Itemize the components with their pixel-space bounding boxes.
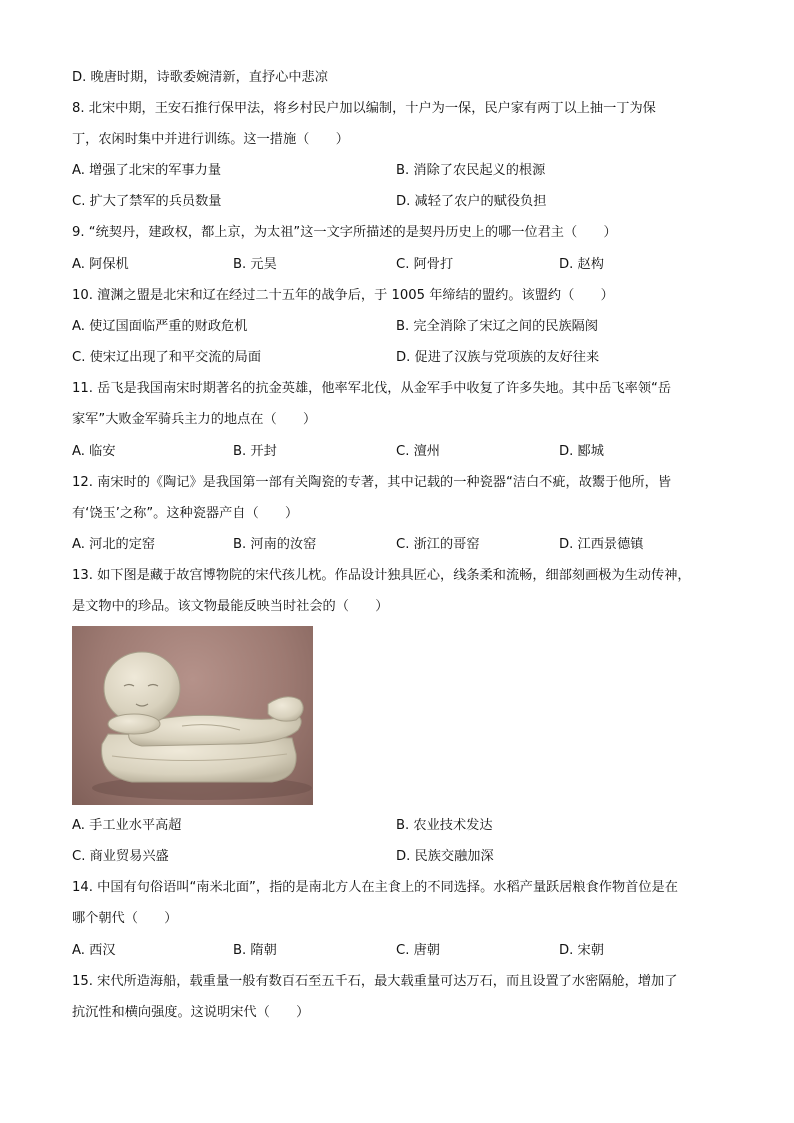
q11-stem-line1: 11. 岳飞是我国南宋时期著名的抗金英雄，他率军北伐，从金军手中收复了许多失地。其中岳飞率领“岳 (72, 381, 672, 396)
q13-option-b: B. 农业技术发达 (396, 818, 493, 833)
child-pillow-illustration (72, 626, 313, 805)
q12-option-b: B. 河南的汝窑 (233, 537, 317, 552)
q10-option-d: D. 促进了汉族与党项族的友好往来 (396, 350, 600, 365)
q15-stem-line2: 抗沉性和横向强度。这说明宋代（ ） (72, 1005, 310, 1020)
q11-option-c: C. 澶州 (396, 444, 440, 459)
q12-stem-line2: 有‘饶玉’之称”。这种瓷器产自（ ） (72, 506, 299, 521)
q8-option-b: B. 消除了农民起义的根源 (396, 163, 546, 178)
q14-option-a: A. 西汉 (72, 943, 116, 958)
q11-option-a: A. 临安 (72, 444, 116, 459)
q14-option-d: D. 宋朝 (559, 943, 604, 958)
q12-option-a: A. 河北的定窑 (72, 537, 156, 552)
child-pillow-photo (72, 626, 313, 805)
q12-stem-line1: 12. 南宋时的《陶记》是我国第一部有关陶瓷的专著，其中记载的一种瓷器“洁白不疵，故鬻于他所，皆 (72, 475, 672, 490)
q9-stem: 9. “统契丹，建政权，都上京，为太祖”这一文字所描述的是契丹历史上的哪一位君主（ ） (72, 225, 617, 240)
q14-stem-line2: 哪个朝代（ ） (72, 911, 178, 926)
q10-option-c: C. 使宋辽出现了和平交流的局面 (72, 350, 262, 365)
q14-stem-line1: 14. 中国有句俗语叫“南米北面”，指的是南北方人在主食上的不同选择。水稻产量跃居粮食作物首位是在 (72, 880, 678, 895)
q13-option-d: D. 民族交融加深 (396, 849, 494, 864)
q11-option-d: D. 郾城 (559, 444, 604, 459)
q11-option-b: B. 开封 (233, 444, 277, 459)
q8-option-d: D. 减轻了农户的赋役负担 (396, 194, 547, 209)
q9-option-a: A. 阿保机 (72, 257, 129, 272)
q12-option-d: D. 江西景德镇 (559, 537, 644, 552)
q7-option-d: D. 晚唐时期，诗歌委婉清新，直抒心中悲凉 (72, 70, 328, 85)
q8-stem-line2: 丁，农闲时集中并进行训练。这一措施（ ） (72, 132, 349, 147)
q13-option-c: C. 商业贸易兴盛 (72, 849, 169, 864)
q11-stem-line2: 家军”大败金军骑兵主力的地点在（ ） (72, 412, 317, 427)
q13-stem-line2: 是文物中的珍品。该文物最能反映当时社会的（ ） (72, 599, 389, 614)
q8-option-a: A. 增强了北宋的军事力量 (72, 163, 222, 178)
q13-stem-line1: 13. 如下图是藏于故宫博物院的宋代孩儿枕。作品设计独具匠心，线条柔和流畅，细部刻画极为生动传神， (72, 568, 691, 583)
q13-option-a: A. 手工业水平高超 (72, 818, 182, 833)
q8-stem-line1: 8. 北宋中期，王安石推行保甲法，将乡村民户加以编制，十户为一保，民户家有两丁以上抽一丁为保 (72, 101, 656, 116)
q9-option-d: D. 赵构 (559, 257, 604, 272)
q15-stem-line1: 15. 宋代所造海船，载重量一般有数百石至五千石，最大载重量可达万石，而且设置了水密隔舱，增加了 (72, 974, 678, 989)
q14-option-c: C. 唐朝 (396, 943, 440, 958)
q8-option-c: C. 扩大了禁军的兵员数量 (72, 194, 222, 209)
q10-option-b: B. 完全消除了宋辽之间的民族隔阂 (396, 319, 599, 334)
q12-option-c: C. 浙江的哥窑 (396, 537, 480, 552)
q14-option-b: B. 隋朝 (233, 943, 277, 958)
q10-stem: 10. 澶渊之盟是北宋和辽在经过二十五年的战争后，于 1005 年缔结的盟约。该盟约（ ） (72, 288, 614, 303)
q10-option-a: A. 使辽国面临严重的财政危机 (72, 319, 248, 334)
q9-option-c: C. 阿骨打 (396, 257, 454, 272)
q9-option-b: B. 元昊 (233, 257, 277, 272)
